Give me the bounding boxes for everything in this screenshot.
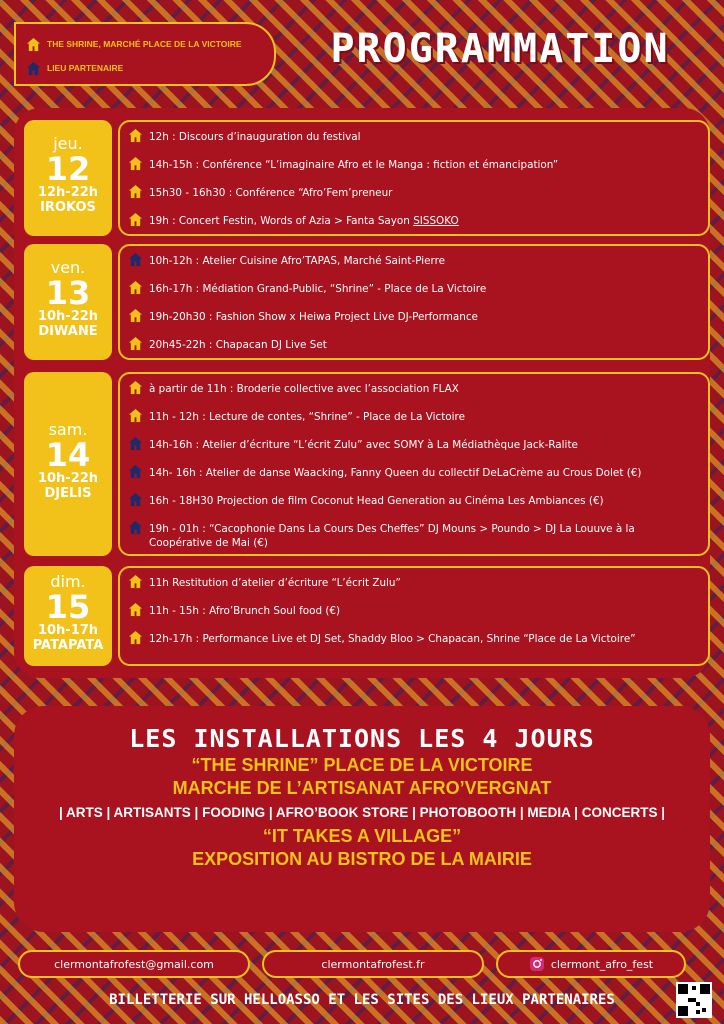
hut-yellow-icon: [128, 128, 143, 143]
event-description: 19h - 01h : “Cacophonie Dans La Cours Des Cheffes” DJ Mouns > Poundo > DJ La Louuve à la Coopérative de Mai (€): [149, 523, 635, 549]
day-name: IROKOS: [40, 200, 96, 215]
event-item: [128, 490, 700, 518]
qr-code-icon[interactable]: [676, 982, 712, 1018]
event-description: 14h-16h : Atelier d’écriture “L’écrit Zulu” avec SOMY à La Médiathèque Jack-Ralite: [149, 439, 578, 451]
hut-yellow-icon: [128, 408, 143, 423]
hut-yellow-icon: [128, 336, 143, 351]
installations-exhibition: EXPOSITION AU BISTRO DE LA MAIRIE: [192, 849, 532, 869]
event-description: 10h-12h : Atelier Cuisine Afro’TAPAS, Marché Saint-Pierre: [149, 255, 446, 267]
email-text: clermontafrofest@gmail.com: [54, 957, 214, 971]
hut-yellow-icon: [128, 184, 143, 199]
event-text: [149, 630, 636, 646]
instagram-pill[interactable]: [496, 950, 686, 978]
event-text: [149, 252, 445, 268]
event-text: [149, 436, 578, 452]
installations-heading: LES INSTALLATIONS LES 4 JOURS: [129, 724, 595, 753]
event-item: [128, 126, 700, 154]
event-text: [149, 212, 459, 228]
event-description: 14h-15h : Conférence “L’imaginaire Afro et le Manga : fiction et émancipation”: [149, 159, 559, 171]
day-events: [118, 120, 710, 236]
installations-categories: | ARTS | ARTISANTS | FOODING | AFRO’BOOK STORE | PHOTOBOOTH | MEDIA | CONCERTS |: [59, 805, 665, 820]
event-text: [149, 336, 327, 352]
event-description: 20h45-22h : Chapacan DJ Live Set: [149, 339, 327, 351]
event-item: [128, 434, 700, 462]
website-pill[interactable]: [262, 950, 484, 978]
legend-partner-label: LIEU PARTENAIRE: [47, 63, 124, 73]
event-item: [128, 210, 700, 238]
day-weekday: dim.: [50, 572, 86, 591]
event-description: 14h- 16h : Atelier de danse Waacking, Fanny Queen du collectif DeLaCrème au Crous Dolet (€): [149, 467, 642, 479]
event-description: à partir de 11h : Broderie collective avec l’association FLAX: [149, 383, 459, 395]
event-item: [128, 334, 700, 362]
installations-panel: [14, 706, 710, 932]
day-weekday: ven.: [50, 258, 86, 277]
day-name: DJELIS: [44, 486, 92, 501]
event-text: [149, 380, 459, 396]
event-item: [128, 182, 700, 210]
event-text: [149, 574, 401, 590]
day-weekday: sam.: [48, 420, 88, 439]
event-description: 15h30 - 16h30 : Conférence “Afro’Fem’preneur: [149, 187, 393, 199]
hut-yellow-icon: [128, 630, 143, 645]
hut-yellow-icon: [128, 280, 143, 295]
event-description: 19h : Concert Festin, Words of Azia > Fanta Sayon: [149, 215, 414, 227]
event-item: [128, 518, 700, 550]
event-item: [128, 250, 700, 278]
day-hours: 10h-22h: [37, 471, 99, 486]
event-item: [128, 572, 700, 600]
event-description: 16h-17h : Médiation Grand-Public, “Shrine” - Place de La Victoire: [149, 283, 487, 295]
website-text: clermontafrofest.fr: [321, 957, 425, 971]
event-text: [149, 280, 486, 296]
event-text: [149, 408, 465, 424]
event-description: 11h Restitution d’atelier d’écriture “L’écrit Zulu”: [149, 577, 401, 589]
day-number: 13: [45, 274, 91, 312]
event-text: [149, 308, 478, 324]
installations-shrine: “THE SHRINE” PLACE DE LA VICTOIRE: [191, 755, 533, 775]
event-item: [128, 278, 700, 306]
event-description: 16h - 18H30 Projection de film Coconut Head Generation au Cinéma Les Ambiances (€): [149, 495, 604, 507]
legend-partner: [26, 56, 264, 80]
hut-yellow-icon: [128, 380, 143, 395]
event-text: [149, 128, 361, 144]
instagram-icon: [529, 956, 545, 972]
day-name: PATAPATA: [32, 638, 104, 653]
day-number: 14: [45, 436, 91, 474]
day-card: [24, 372, 112, 556]
hut-navy-icon: [128, 492, 143, 507]
hut-yellow-icon: [128, 602, 143, 617]
event-text: [149, 492, 604, 508]
event-text: [149, 184, 392, 200]
hut-yellow-icon: [26, 37, 41, 52]
day-card: [24, 566, 112, 666]
event-text: [149, 520, 700, 550]
day-number: 15: [45, 588, 91, 626]
event-item: [128, 600, 700, 628]
event-item: [128, 306, 700, 334]
legend-shrine-label: THE SHRINE, MARCHÉ PLACE DE LA VICTOIRE: [47, 39, 242, 49]
legend-shrine: [26, 32, 264, 56]
hut-yellow-icon: [128, 212, 143, 227]
event-item: [128, 462, 700, 490]
hut-navy-icon: [128, 252, 143, 267]
day-events: [118, 372, 710, 556]
event-description: 11h - 12h : Lecture de contes, “Shrine” - Place de La Victoire: [149, 411, 465, 423]
day-events: [118, 566, 710, 666]
installations-village: “IT TAKES A VILLAGE”: [262, 826, 462, 846]
day-weekday: jeu.: [53, 134, 83, 153]
page-title: PROGRAMMATION: [330, 26, 670, 72]
hut-yellow-icon: [128, 574, 143, 589]
day-hours: 12h-22h: [37, 185, 99, 200]
event-text: [149, 156, 558, 172]
event-text: [149, 464, 641, 480]
event-artist-link[interactable]: SISSOKO: [413, 215, 459, 227]
instagram-text: clermont_afro_fest: [550, 957, 654, 971]
hut-navy-icon: [128, 520, 143, 535]
event-description: 12h : Discours d’inauguration du festival: [149, 131, 361, 143]
hut-navy-icon: [128, 464, 143, 479]
hut-yellow-icon: [128, 308, 143, 323]
day-name: DIWANE: [38, 324, 98, 339]
hut-navy-icon: [26, 61, 41, 76]
event-description: 12h-17h : Performance Live et DJ Set, Shaddy Bloo > Chapacan, Shrine “Place de La Victoire”: [149, 633, 636, 645]
day-hours: 10h-22h: [37, 309, 99, 324]
hut-yellow-icon: [128, 156, 143, 171]
event-text: [149, 602, 340, 618]
ticketing-info: BILLETTERIE SUR HELLOASSO ET LES SITES DES LIEUX PARTENAIRES: [109, 992, 615, 1008]
event-item: [128, 406, 700, 434]
event-description: 19h-20h30 : Fashion Show x Heiwa Project Live DJ-Performance: [149, 311, 478, 323]
day-card: [24, 244, 112, 360]
venue-legend: [14, 22, 276, 86]
event-item: [128, 154, 700, 182]
day-events: [118, 244, 710, 360]
installations-market: MARCHE DE L’ARTISANAT AFRO’VERGNAT: [172, 778, 552, 798]
email-pill[interactable]: [18, 950, 250, 978]
hut-navy-icon: [128, 436, 143, 451]
day-card: [24, 120, 112, 236]
event-item: [128, 378, 700, 406]
event-description: 11h - 15h : Afro’Brunch Soul food (€): [149, 605, 341, 617]
day-number: 12: [45, 150, 91, 188]
event-item: [128, 628, 700, 656]
day-hours: 10h-17h: [37, 623, 99, 638]
